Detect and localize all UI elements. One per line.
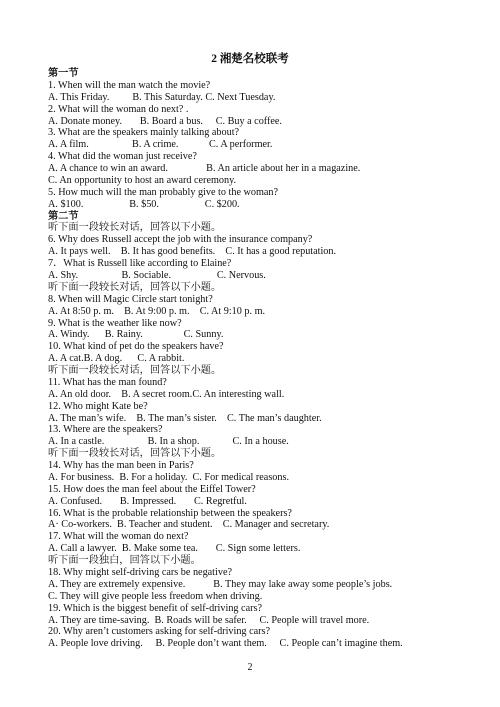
text-line: 4. What did the woman just receive? [48, 151, 197, 163]
text-line: 11. What has the man found? [48, 376, 167, 388]
section-heading: 第一节 [48, 68, 79, 79]
text-line: A. The man’s wife. B. The man’s sister. C. The man’s daughter. [48, 412, 322, 424]
text-line: 5. How much will the man probably give to the woman? [48, 186, 279, 198]
text-line: 17. What will the woman do next? [48, 531, 189, 543]
text-line: A. $100. B. $50. C. $200. [48, 198, 240, 210]
text-line: 10. What kind of pet do the speakers have? [48, 341, 224, 353]
text-line: 听下面一段较长对话，回答以下小题。 [48, 365, 222, 376]
page-number: 2 [247, 662, 253, 673]
text-line: A. At 8:50 p. m. B. At 9:00 p. m. C. At 9:10 p. m. [48, 305, 266, 317]
text-line: 16. What is the probable relationship between the speakers? [48, 507, 292, 519]
text-line: 19. Which is the biggest benefit of self-driving cars? [48, 602, 262, 614]
text-line: A. An old door. B. A secret room.C. An interesting wall. [48, 388, 285, 400]
text-line: A. They are time-saving. B. Roads will be safer. C. People will travel more. [48, 614, 370, 626]
text-line: A. Donate money. B. Board a bus. C. Buy a coffee. [48, 115, 282, 127]
text-line: A. It pays well. B. It has good benefits. C. It has a good reputation. [48, 246, 337, 258]
text-line: 12. Who might Kate be? [48, 400, 148, 412]
text-line: 15. How does the man feel about the Eiffel Tower? [48, 483, 256, 495]
text-line: C. They will give people less freedom when driving. [48, 590, 263, 602]
text-line: 14. Why has the man been in Paris? [48, 460, 194, 471]
text-line: A. A cat.B. A dog. C. A rabbit. [48, 353, 185, 365]
text-line: A. Shy. B. Sociable. C. Nervous. [48, 270, 266, 281]
text-line: A. Call a lawyer. B. Make some tea. C. Sign some letters. [48, 543, 301, 555]
text-line: A. Confused. B. Impressed. C. Regretful. [48, 495, 247, 507]
text-line: 听下面一段较长对话，回答以下小题。 [48, 281, 222, 293]
text-line: C. An opportunity to host an award ceremony. [48, 174, 237, 186]
page-title: 2 湘楚名校联考 [211, 53, 289, 65]
text-line: A. Windy. B. Rainy. C. Sunny. [48, 329, 224, 341]
text-line: 18. Why might self-driving cars be negative? [48, 567, 232, 578]
text-line: 13. Where are the speakers? [48, 424, 163, 436]
text-line: A· Co-workers. B. Teacher and student. C. Manager and secretary. [48, 519, 330, 531]
text-line: 2. What will the woman do next? . [48, 103, 189, 115]
text-line: A. For business. B. For a holiday. C. For medical reasons. [48, 471, 289, 483]
text-line: 听下面一段独白，回答以下小题。 [48, 555, 201, 567]
text-line: A. A film. B. A crime. C. A performer. [48, 139, 273, 151]
text-line: 9. What is the weather like now? [48, 317, 182, 329]
text-line: 1. When will the man watch the movie? [48, 79, 211, 91]
section-heading: 第二节 [48, 210, 79, 222]
text-line: 8. When will Magic Circle start tonight? [48, 293, 213, 305]
text-line: A. People love driving. B. People don’t want them. C. People can’t imagine them. [48, 638, 403, 650]
text-line: 听下面一段较长对话，回答以下小题。 [48, 448, 222, 460]
text-line: 20. Why aren’t customers asking for self-driving cars? [48, 626, 270, 638]
text-line: A. This Friday. B. This Saturday. C. Next Tuesday. [48, 91, 276, 103]
text-line: 听下面一段较长对话，回答以下小题。 [48, 222, 222, 234]
text-line: A. They are extremely expensive. B. They may lake away some people’s jobs. [48, 578, 393, 590]
text-line: 3. What are the speakers mainly talking about? [48, 127, 240, 139]
text-line: 6. Why does Russell accept the job with the insurance company? [48, 234, 313, 246]
text-line: A. A chance to win an award. B. An article about her in a magazine. [48, 163, 361, 174]
text-line: 7．What is Russell like according to Elaine? [48, 258, 232, 270]
text-line: A. In a castle. B. In a shop. C. In a house. [48, 436, 289, 448]
